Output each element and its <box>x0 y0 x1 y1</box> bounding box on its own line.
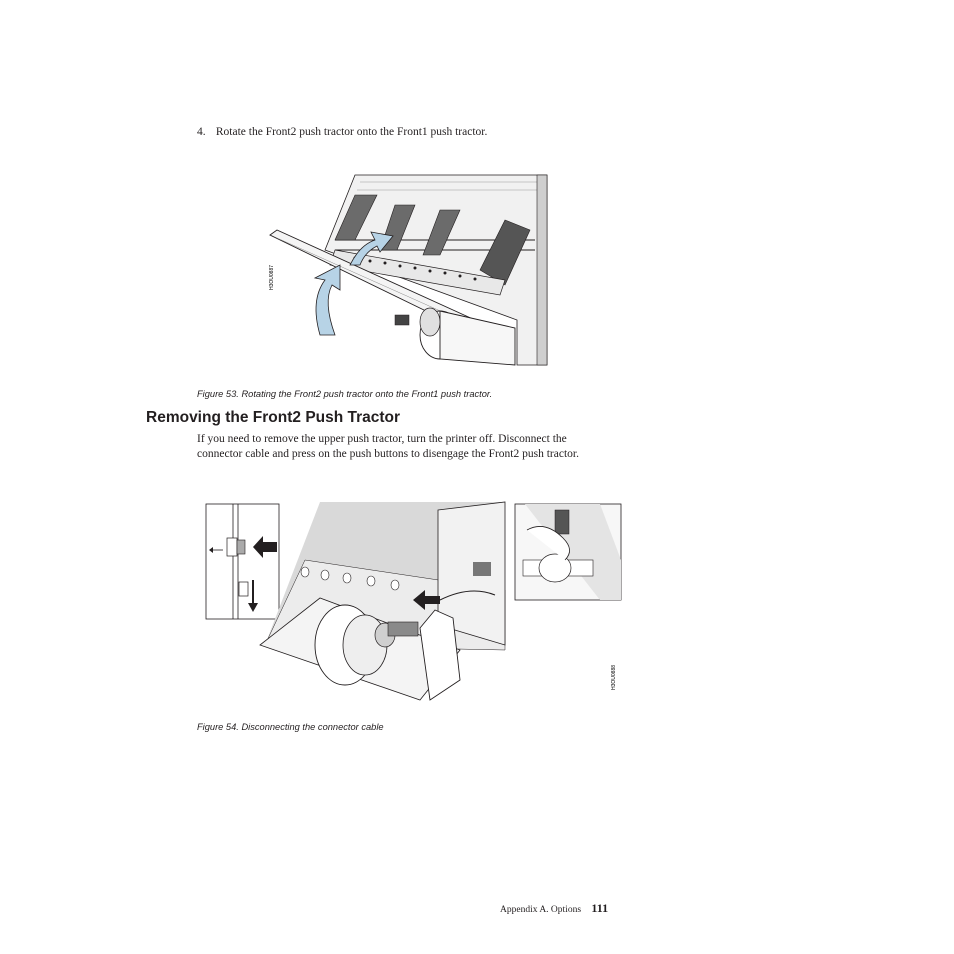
figure-54-illustration <box>205 500 625 705</box>
figure-53-illustration <box>265 170 555 370</box>
footer-section-label: Appendix A. Options <box>500 905 582 915</box>
section-heading: Removing the Front2 Push Tractor <box>146 409 401 426</box>
page-footer <box>500 901 630 916</box>
step-number: 4. <box>197 126 206 138</box>
figure-54-caption: Figure 54. Disconnecting the connector cable <box>197 722 384 732</box>
figure-53-art-id: H3OU0887 <box>269 264 275 290</box>
step-4 <box>197 126 617 138</box>
section-paragraph: If you need to remove the upper push tractor, turn the printer off. Disconnect the connector cable and press on the push buttons to disengage the Front2 push tractor. <box>197 433 579 460</box>
figure-54-art-id: H3OU0888 <box>611 664 617 690</box>
figure-53-caption: Figure 53. Rotating the Front2 push tractor onto the Front1 push tractor. <box>197 389 493 399</box>
page-number: 111 <box>591 901 609 915</box>
step-text: Rotate the Front2 push tractor onto the Front1 push tractor. <box>215 126 488 138</box>
